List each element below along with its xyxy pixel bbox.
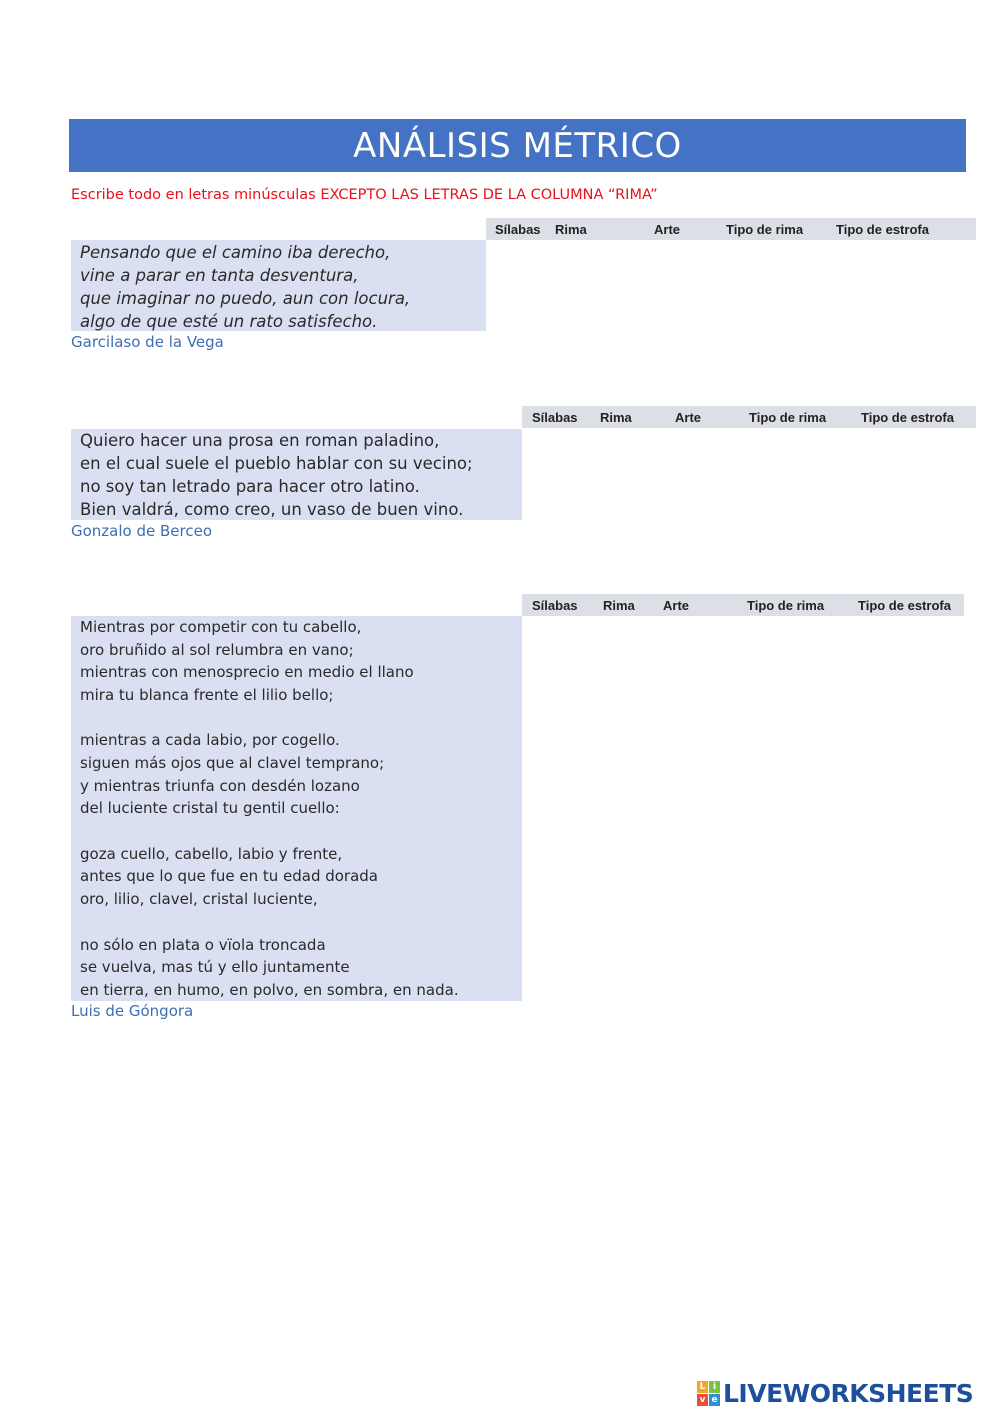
poem-line: no soy tan letrado para hacer otro latino. [80, 477, 420, 496]
header-rima: Rima [555, 222, 587, 237]
poem-line: mira tu blanca frente el lilio bello; [80, 685, 334, 704]
poem-line: vine a parar en tanta desventura, [80, 266, 359, 285]
stanza [80, 934, 522, 1002]
poem-line: no sólo en plata o vïola troncada [80, 935, 326, 954]
logo-text: LIVEWORKSHEETS [723, 1378, 974, 1408]
poem-line: oro, lilio, clavel, cristal luciente, [80, 889, 318, 908]
poem-line: y mientras triunfa con desdén lozano [80, 776, 360, 795]
poem-author: Gonzalo de Berceo [71, 522, 213, 540]
poem-line: mientras con menosprecio en medio el llano [80, 663, 414, 682]
logo-badge-icon: L i v e [697, 1381, 720, 1406]
poem-line: Mientras por competir con tu cabello, [80, 618, 362, 636]
header-arte: Arte [663, 598, 690, 613]
header-rima: Rima [603, 598, 635, 613]
stanza [80, 729, 522, 819]
poem-line: Quiero hacer una prosa en roman paladino, [80, 431, 440, 450]
header-tipo-estrofa: Tipo de estrofa [858, 598, 951, 613]
header-silabas: Sílabas [532, 598, 578, 613]
poem-line: que imaginar no puedo, aun con locura, [80, 289, 411, 308]
header-silabas: Sílabas [532, 410, 578, 425]
header-arte: Arte [654, 222, 681, 237]
poem-line: se vuelva, mas tú y ello juntamente [80, 958, 350, 977]
poem-line: siguen más ojos que al clavel temprano; [80, 753, 385, 772]
header-tipo-rima: Tipo de rima [747, 598, 825, 613]
poem-text [71, 429, 522, 520]
poem-line: mientras a cada labio, por cogello. [80, 731, 340, 750]
poem-author: Garcilaso de la Vega [71, 333, 224, 351]
analysis-header-row [522, 594, 964, 616]
poem-line: Bien valdrá, como creo, un vaso de buen vino. [80, 500, 464, 519]
header-arte: Arte [675, 410, 702, 425]
instruction-text: Escribe todo en letras minúsculas EXCEPTO LAS LETRAS DE LA COLUMNA “RIMA” [71, 187, 658, 203]
header-tipo-estrofa: Tipo de estrofa [861, 410, 954, 425]
header-tipo-rima: Tipo de rima [749, 410, 827, 425]
poem-line: algo de que esté un rato satisfecho. [80, 312, 378, 331]
poem-line: en tierra, en humo, en polvo, en sombra, en nada. [80, 980, 459, 999]
stanza [80, 616, 522, 706]
liveworksheets-logo [697, 1378, 973, 1408]
header-silabas: Sílabas [495, 222, 541, 237]
analysis-header-row [522, 406, 976, 428]
poem-text [71, 616, 522, 1001]
header-tipo-estrofa: Tipo de estrofa [836, 222, 929, 237]
poem-line: Pensando que el camino iba derecho, [80, 243, 391, 262]
poem-text [71, 240, 486, 331]
header-rima: Rima [600, 410, 632, 425]
poem-line: oro bruñido al sol relumbra en vano; [80, 640, 354, 659]
stanza [80, 843, 522, 911]
poem-line: en el cual suele el pueblo hablar con su vecino; [80, 454, 473, 473]
page-title: ANÁLISIS MÉTRICO [69, 119, 966, 172]
poem-line: goza cuello, cabello, labio y frente, [80, 844, 343, 863]
analysis-header-row [486, 218, 976, 240]
header-tipo-rima: Tipo de rima [726, 222, 804, 237]
poem-line: antes que lo que fue en tu edad dorada [80, 867, 379, 886]
poem-line: del luciente cristal tu gentil cuello: [80, 799, 340, 818]
poem-author: Luis de Góngora [71, 1002, 194, 1020]
